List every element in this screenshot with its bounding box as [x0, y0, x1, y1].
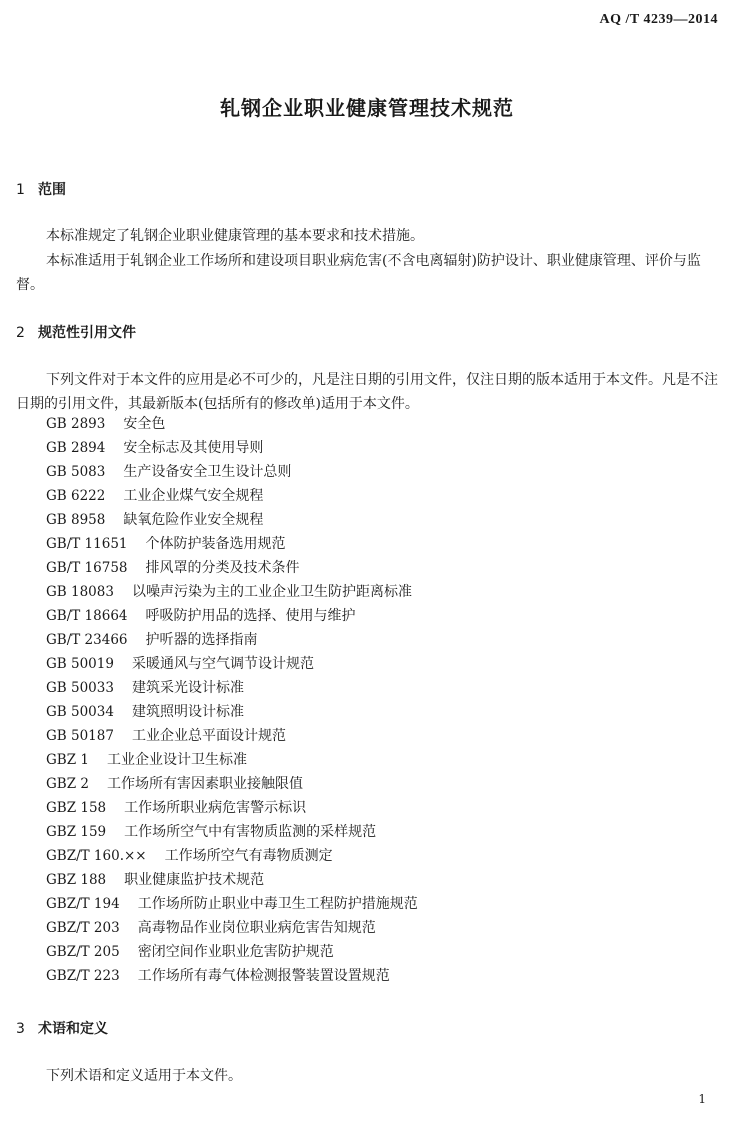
- reference-code: GB 2894: [46, 440, 106, 456]
- reference-item: [46, 676, 418, 700]
- reference-title: 工作场所空气中有害物质监测的采样规范: [124, 824, 377, 840]
- references-intro-paragraph: 下列文件对于本文件的应用是必不可少的，凡是注日期的引用文件，仅注日期的版本适用于本文件。凡是不注日期的引用文件，其最新版本(包括所有的修改单)适用于本文件。: [16, 372, 718, 412]
- reference-item: [46, 580, 418, 604]
- reference-item: [46, 460, 418, 484]
- reference-title: 安全色: [123, 416, 166, 432]
- reference-code: GBZ 159: [46, 824, 107, 840]
- reference-item: [46, 964, 418, 988]
- reference-code: GB 50187: [46, 728, 114, 744]
- page-number: 1: [698, 1092, 706, 1106]
- reference-title: 以噪声污染为主的工业企业卫生防护距离标准: [131, 584, 412, 600]
- reference-title: 工业企业煤气安全规程: [123, 488, 264, 504]
- section-number: 1: [16, 182, 25, 198]
- reference-title: 缺氧危险作业安全规程: [123, 512, 264, 528]
- document-title: 轧钢企业职业健康管理技术规范: [220, 96, 514, 120]
- reference-code: GB/T 18664: [46, 608, 128, 624]
- reference-code: GB/T 16758: [46, 560, 128, 576]
- reference-title: 建筑采光设计标准: [131, 680, 244, 696]
- reference-title: 安全标志及其使用导则: [123, 440, 264, 456]
- reference-item: [46, 748, 418, 772]
- reference-item: [46, 796, 418, 820]
- reference-title: 建筑照明设计标准: [131, 704, 244, 720]
- reference-code: GB 50019: [46, 656, 114, 672]
- reference-title: 工作场所有害因素职业接触限值: [106, 776, 303, 792]
- scope-paragraph-2: 本标准适用于轧钢企业工作场所和建设项目职业病危害(不含电离辐射)防护设计、职业健康管理、评价与监督。: [16, 253, 701, 293]
- reference-item: [46, 892, 418, 916]
- section-title: 术语和定义: [38, 1021, 108, 1037]
- reference-code: GBZ 158: [46, 800, 107, 816]
- reference-code: GB 8958: [46, 512, 106, 528]
- reference-title: 高毒物品作业岗位职业病危害告知规范: [137, 920, 376, 936]
- reference-item: [46, 604, 418, 628]
- reference-code: GBZ 188: [46, 872, 107, 888]
- scope-paragraph-1: 本标准规定了轧钢企业职业健康管理的基本要求和技术措施。: [46, 228, 424, 244]
- reference-title: 生产设备安全卫生设计总则: [123, 464, 292, 480]
- reference-title: 呼吸防护用品的选择、使用与维护: [145, 608, 356, 624]
- reference-code: GBZ 1: [46, 752, 89, 768]
- reference-code: GB/T 23466: [46, 632, 128, 648]
- reference-code: GB 6222: [46, 488, 106, 504]
- reference-code: GB 50033: [46, 680, 114, 696]
- reference-item: [46, 628, 418, 652]
- reference-title: 工作场所职业病危害警示标识: [124, 800, 307, 816]
- reference-item: [46, 532, 418, 556]
- reference-item: [46, 940, 418, 964]
- reference-item: [46, 724, 418, 748]
- reference-item: [46, 436, 418, 460]
- reference-item: [46, 916, 418, 940]
- reference-code: GBZ 2: [46, 776, 89, 792]
- section-number: 3: [16, 1021, 25, 1037]
- reference-code: GBZ/T 223: [46, 968, 120, 984]
- reference-title: 密闭空间作业职业危害防护规范: [137, 944, 334, 960]
- reference-code: GBZ/T 203: [46, 920, 120, 936]
- reference-title: 个体防护装备选用规范: [145, 536, 286, 552]
- reference-code: GB 5083: [46, 464, 106, 480]
- section-title: 规范性引用文件: [38, 325, 136, 341]
- reference-code: GBZ/T 194: [46, 896, 120, 912]
- section-heading-normative-references: [16, 322, 136, 342]
- standard-code: AQ /T 4239—2014: [599, 12, 718, 27]
- reference-item: [46, 868, 418, 892]
- reference-title: 排风罩的分类及技术条件: [145, 560, 300, 576]
- reference-title: 职业健康监护技术规范: [124, 872, 265, 888]
- reference-item: [46, 772, 418, 796]
- reference-code: GB 50034: [46, 704, 114, 720]
- terms-intro-paragraph: 下列术语和定义适用于本文件。: [46, 1068, 242, 1084]
- section-title: 范围: [38, 182, 66, 198]
- reference-code: GB/T 11651: [46, 536, 128, 552]
- section-number: 2: [16, 325, 25, 341]
- reference-title: 工作场所防止职业中毒卫生工程防护措施规范: [137, 896, 418, 912]
- reference-list: [46, 412, 418, 988]
- reference-title: 工作场所空气有毒物质测定: [164, 848, 333, 864]
- reference-title: 采暖通风与空气调节设计规范: [131, 656, 314, 672]
- section-heading-terms-and-definitions: [16, 1018, 108, 1038]
- reference-item: [46, 412, 418, 436]
- reference-code: GBZ/T 205: [46, 944, 120, 960]
- reference-item: [46, 556, 418, 580]
- reference-title: 工业企业设计卫生标准: [106, 752, 247, 768]
- section-heading-scope: [16, 179, 66, 199]
- reference-title: 工作场所有毒气体检测报警装置设置规范: [137, 968, 390, 984]
- reference-item: [46, 484, 418, 508]
- reference-code: GB 2893: [46, 416, 106, 432]
- reference-code: GBZ/T 160.××: [46, 848, 147, 864]
- reference-item: [46, 508, 418, 532]
- reference-title: 护听器的选择指南: [145, 632, 258, 648]
- reference-item: [46, 820, 418, 844]
- reference-code: GB 18083: [46, 584, 114, 600]
- reference-item: [46, 652, 418, 676]
- reference-item: [46, 844, 418, 868]
- reference-item: [46, 700, 418, 724]
- reference-title: 工业企业总平面设计规范: [131, 728, 286, 744]
